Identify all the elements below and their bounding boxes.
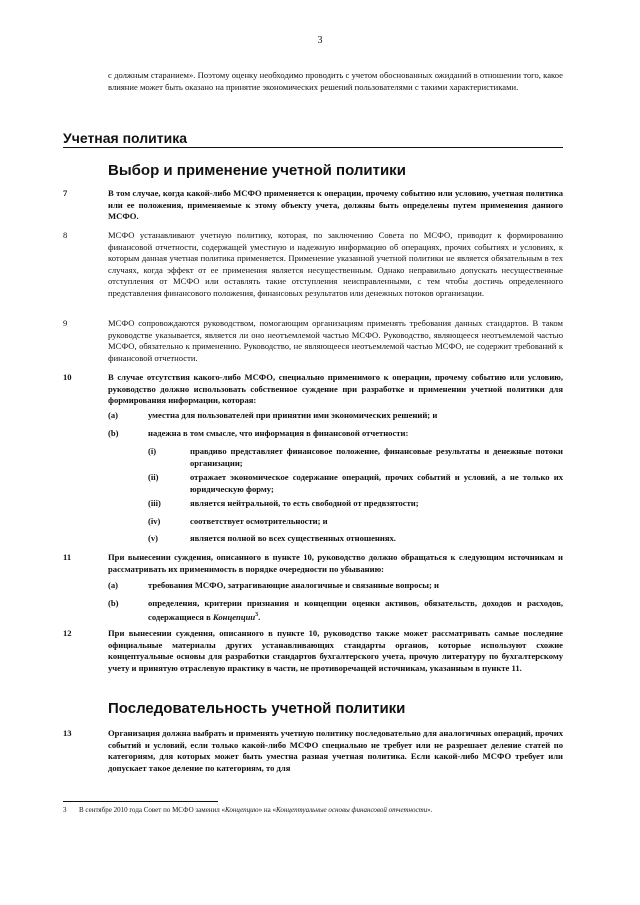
list-text: надежна в том смысле, что информация в финансовой отчетности:: [148, 428, 409, 438]
paragraph-text: МСФО устанавливают учетную политику, которая, по заключению Совета по МСФО, приводит к формированию финансовой отчетности, содержащей уместную и надежную информацию об операциях, прочих событиях и условиях, к которым данная учетная политика применяется. Применение указанной учетной политики не является обязательным в тех случаях, когда эффект от ее применения является несущественным. Однако неправильно допускать несущественные отступления от МСФО или оставлять такие отступления неисправленными, с тем чтобы достичь определенного представления финансового положения, финансовых результатов или денежных потоков организации.: [108, 230, 563, 298]
sublist-item-iii: [148, 498, 563, 510]
footnote-divider: [63, 801, 218, 802]
list-text-main: определения, критерии признания и концепции оценки активов, обязательств, доходов и расходов, содержащиеся в: [148, 598, 563, 622]
paragraph-number: 7: [63, 188, 68, 198]
list-label: (v): [148, 533, 159, 543]
paragraph-text: Организация должна выбрать и применять учетную политику последовательно для аналогичных операций, прочих событий и условий, если только какой-либо МСФО специально не требует или не разрешает деление статей по категориям, для которых может быть уместна разная учетная политика. Если какой-либо МСФО требует или допускает такое деление по категориям, то для: [108, 728, 563, 773]
paragraph-number: 12: [63, 628, 72, 638]
subheading-selection: Выбор и применение учетной политики: [108, 162, 406, 179]
list-label: (a): [108, 580, 119, 590]
list-text: является полной во всех существенных отношениях.: [190, 533, 396, 543]
list-item-10b: [108, 428, 563, 440]
page-number: 3: [317, 35, 323, 46]
paragraph-text: В том случае, когда какой-либо МСФО применяется к операции, прочему событию или условию, учетная политика или ее положения, применяемые к этому объекту учета, должны быть определены путем применения данного МСФО.: [108, 188, 563, 221]
list-label: (iv): [148, 516, 161, 526]
list-item-11b: [108, 598, 563, 623]
paragraph-text: При вынесении суждения, описанного в пункте 10, руководство также может рассматривать самые последние официальные материалы других устанавливающих стандарты органов, которые используют схожие концептуальные основы для разработки стандартов бухгалтерского учета, прочую литературу по бухгалтерскому учету и принятую отраслевую практику в части, не противоречащей источникам, указанным в пункте 11.: [108, 628, 563, 673]
footnote-post: ».: [427, 806, 433, 814]
concept-italic: Концепции: [212, 611, 256, 622]
footnote-number: 3: [63, 806, 67, 814]
paragraph-10: [63, 372, 563, 407]
footnote-ref: 3: [255, 611, 259, 618]
footnote: [63, 806, 563, 815]
paragraph-8: [63, 230, 563, 299]
list-item-10a: [108, 410, 563, 422]
list-text: уместна для пользователей при принятии ими экономических решений; и: [148, 410, 438, 420]
paragraph-number: 13: [63, 728, 72, 738]
sublist-item-i: [148, 446, 563, 469]
section-heading: Учетная политика: [63, 130, 563, 148]
footnote-italic-1: Концепцию: [225, 806, 259, 814]
list-label: (a): [108, 410, 119, 420]
paragraph-text: В случае отсутствия какого-либо МСФО, специально применимого к операции, прочему событию или условию, руководство должно использовать собственное суждение при разработке и применении учетной политики для формирования информации, которая:: [108, 372, 563, 405]
list-label: (ii): [148, 472, 159, 482]
subheading-consistency: Последовательность учетной политики: [108, 700, 406, 717]
paragraph-number: 11: [63, 552, 72, 562]
list-text: является нейтральной, то есть свободной от предвзятости;: [190, 498, 419, 508]
list-label: (iii): [148, 498, 161, 508]
sublist-item-v: [148, 533, 563, 545]
list-item-11a: [108, 580, 563, 592]
list-text: правдиво представляет финансовое положение, финансовые результаты и денежные потоки организации;: [190, 446, 563, 468]
footnote-pre: В сентябре 2010 года Совет по МСФО заменил «: [79, 806, 226, 814]
list-text: отражает экономическое содержание операций, прочих событий и условий, а не только их юридическую форму;: [190, 472, 563, 494]
intro-paragraph: с должным старанием». Поэтому оценку необходимо проводить с учетом обоснованных ожиданий в отношении того, какое влияние может быть оказано на принятие экономических решений пользователями с такими характеристиками.: [108, 70, 563, 92]
paragraph-text: МСФО сопровождаются руководством, помогающим организациям применять требования данных стандартов. В таком руководстве указывается, является ли оно неотъемлемой частью МСФО. Руководство, являющееся неотъемлемой частью МСФО, обязательно к применению. Руководство, не являющееся неотъемлемой частью МСФО, не содержит требований к финансовой отчетности.: [108, 318, 563, 363]
sublist-item-ii: [148, 472, 563, 495]
list-label: (b): [108, 598, 119, 608]
list-text: [148, 598, 563, 623]
paragraph-12: [63, 628, 563, 674]
list-text-end: .: [258, 611, 261, 622]
list-label: (i): [148, 446, 157, 456]
footnote-text: [79, 806, 563, 815]
footnote-mid: » на «: [258, 806, 276, 814]
paragraph-number: 8: [63, 230, 68, 240]
paragraph-9: [63, 318, 563, 364]
paragraph-number: 9: [63, 318, 68, 328]
list-text: соответствует осмотрительности; и: [190, 516, 328, 526]
paragraph-7: [63, 188, 563, 223]
sublist-item-iv: [148, 516, 563, 528]
paragraph-11: [63, 552, 563, 575]
paragraph-13: [63, 728, 563, 774]
list-text: требования МСФО, затрагивающие аналогичные и связанные вопросы; и: [148, 580, 439, 590]
list-label: (b): [108, 428, 119, 438]
footnote-italic-2: Концептуальные основы финансовой отчетности: [275, 806, 428, 814]
paragraph-text: При вынесении суждения, описанного в пункте 10, руководство должно обращаться к следующим источникам и рассматривать их применимость в порядке очередности по убыванию:: [108, 552, 563, 574]
paragraph-number: 10: [63, 372, 72, 382]
